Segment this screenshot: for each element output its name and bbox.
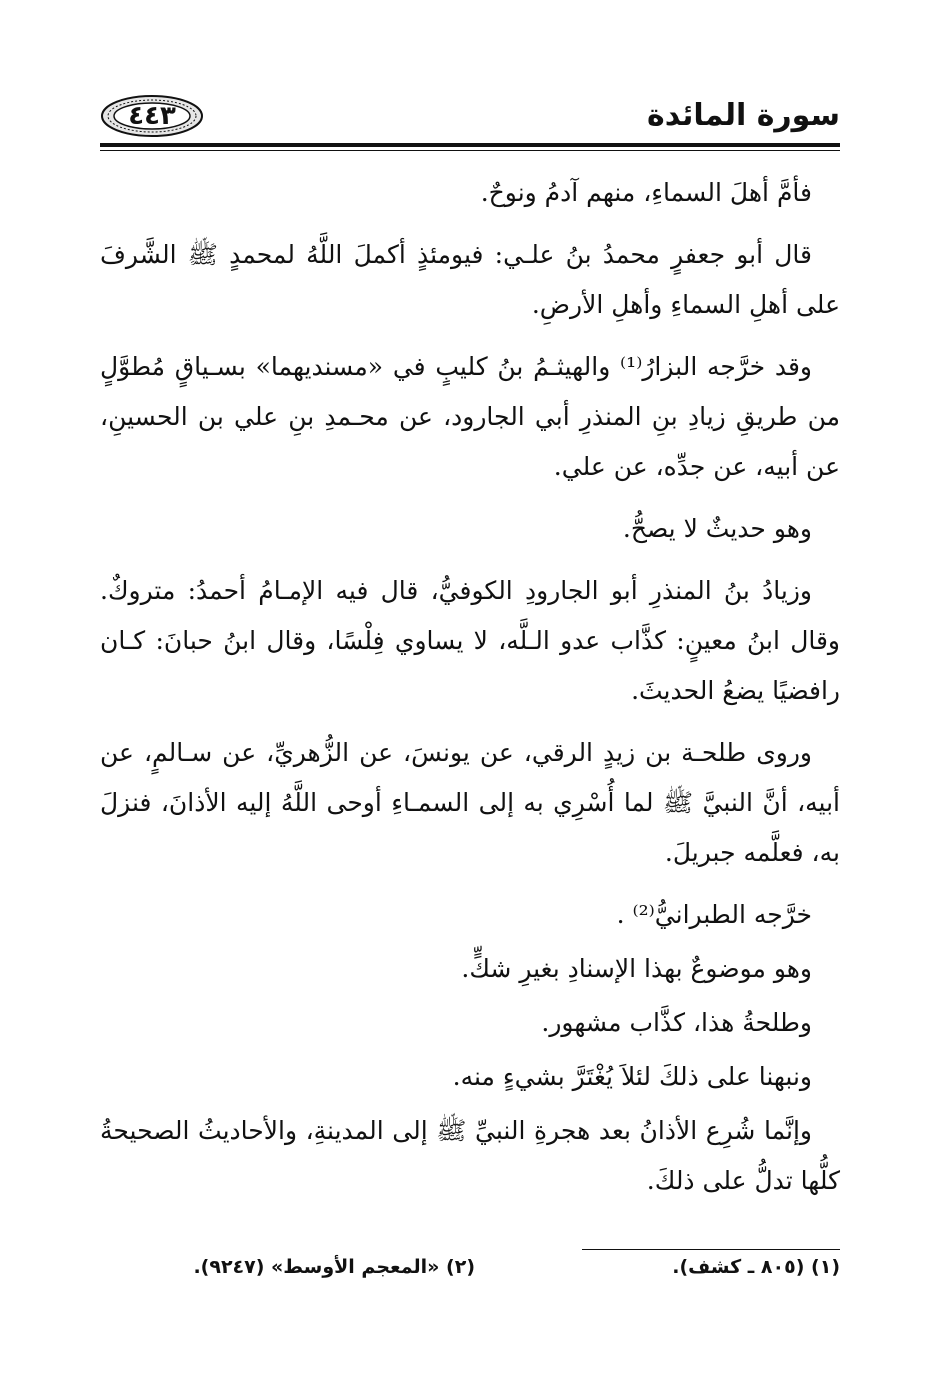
footnotes [100,1256,840,1286]
footnote-2: (٢) «المعجم الأوسط» (٩٢٤٧). [193,1256,475,1278]
paragraph: وهو موضوعٌ بهذا الإسنادِ بغيرِ شكٍّ. [461,954,812,983]
paragraph: وهو حديثٌ لا يصحُّ. [622,514,812,543]
paragraph: وطلحةُ هذا، كذَّاب مشهور. [541,1008,812,1037]
footnote-rule [582,1249,840,1250]
paragraph: وإنَّما شُرِع الأذانُ بعد هجرةِ النبيِّ ﷺ إلى المدينةِ، والأحاديثُ الصحيحةُ كلُّها تدلُّ على ذلكَ. [100,1116,840,1195]
paragraph: وقد خرَّجه البزارُ⁽¹⁾ والهيثـمُ بنُ كليبٍ في «مسنديهما» بسـياقٍ مُطوَّلٍ من طريقِ زيادِ بنِ المنذرِ أبي الجارود، عن محـمدِ بنِ علي بن الحسينِ، عن أبيه، عن جدِّه، عن علي. [100,352,840,481]
paragraph: وزيادُ بنُ المنذرِ أبو الجارودِ الكوفيُّ، قال فيه الإمـامُ أحمدُ: متروكٌ. وقال ابنُ معينٍ: كذَّاب عدو الـلَّه، لا يساوي فِلْسًا، وقال ابنُ حبانَ: كـان رافضيًا يضعُ الحديثَ. [100,576,840,705]
header-rule-thin [100,150,840,151]
paragraph: قال أبو جعفرٍ محمدُ بنُ علـي: فيومئذٍ أكملَ اللَّهُ لمحمدٍ ﷺ الشَّرفَ على أهلِ السماءِ وأهلِ الأرضِ. [100,240,840,319]
paragraph: فأمَّ أهلَ السماءِ، منهم آدمُ ونوحٌ. [480,178,812,207]
paragraph: وروى طلحـة بن زيدٍ الرقي، عن يونسَ، عن الزُّهريِّ، عن سـالمٍ، عن أبيه، أنَّ النبيَّ ﷺ لما أُسْرِي به إلى السمـاءِ أوحى اللَّهُ إليه الأذانَ، فنزلَ به، فعلَّمه جبريلَ. [100,738,840,867]
page-number: ٤٤٣ [128,101,176,131]
surah-title: سورة المائدة [647,98,840,133]
footnote-1: (١) (٨٠٥ ـ كشف). [672,1256,840,1278]
header-rule-thick [100,143,840,147]
main-text [100,168,840,1218]
page-number-badge [100,94,204,138]
paragraph: خرَّجه الطبرانيُّ⁽²⁾ . [616,900,812,929]
paragraph: ونبهنا على ذلكَ لئلاَ يُغْتَرَّ بشيءٍ منه. [452,1062,812,1091]
